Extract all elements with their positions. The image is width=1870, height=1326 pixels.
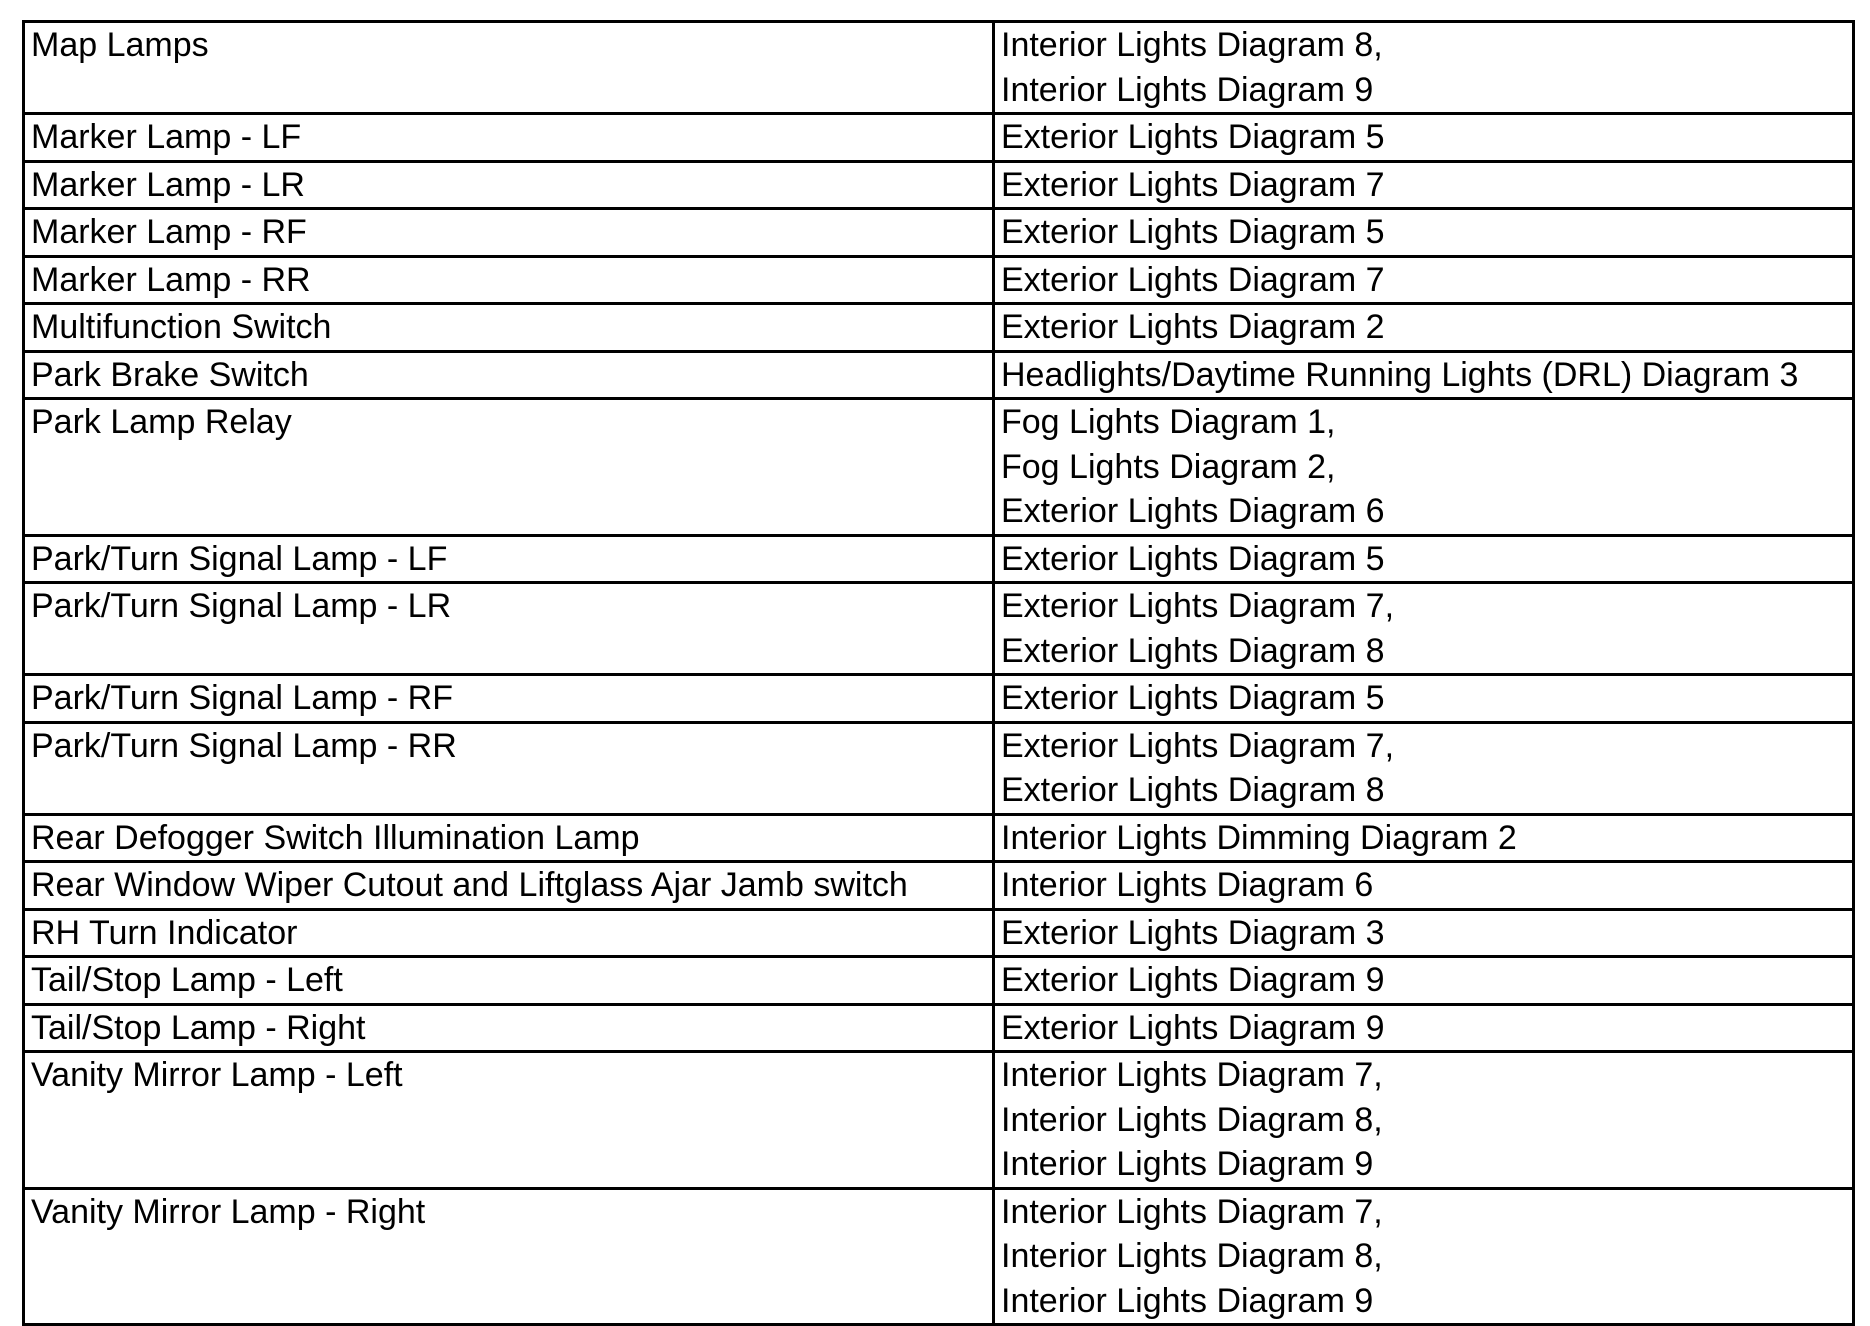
- component-name: Marker Lamp - RF: [31, 213, 307, 251]
- diagram-cell: [994, 583, 1854, 675]
- diagram-reference: Interior Lights Dimming Diagram 2: [1001, 818, 1517, 857]
- diagram-reference: Interior Lights Diagram 7,: [1001, 1056, 1383, 1094]
- table-row: [24, 304, 1854, 352]
- component-cell: [24, 1188, 994, 1325]
- component-name: Park/Turn Signal Lamp - RR: [31, 726, 457, 765]
- component-name: Park Brake Switch: [31, 355, 309, 394]
- diagram-reference: Exterior Lights Diagram 7: [1001, 165, 1385, 204]
- table-row: [24, 862, 1854, 910]
- component-name: Rear Window Wiper Cutout and Liftglass Ajar Jamb switch: [31, 866, 908, 904]
- component-cell: [24, 957, 994, 1005]
- diagram-reference: Interior Lights Diagram 6: [1001, 866, 1374, 904]
- diagram-reference: Exterior Lights Diagram 8: [1001, 631, 1385, 670]
- component-name: Park/Turn Signal Lamp - LF: [31, 539, 448, 578]
- component-cell: [24, 161, 994, 209]
- table-row: [24, 909, 1854, 957]
- component-cell: [24, 22, 994, 114]
- component-cell: [24, 1052, 994, 1189]
- diagram-cell: [994, 256, 1854, 304]
- diagram-cell: [994, 909, 1854, 957]
- diagram-cell: [994, 22, 1854, 114]
- diagram-cell: [994, 209, 1854, 257]
- table-row: [24, 814, 1854, 862]
- component-name: Vanity Mirror Lamp - Left: [31, 1056, 403, 1094]
- table-row: [24, 351, 1854, 399]
- diagram-reference: Interior Lights Diagram 9: [1001, 70, 1374, 109]
- diagram-reference: Interior Lights Diagram 9: [1001, 1281, 1374, 1320]
- component-cell: [24, 1004, 994, 1052]
- table-row: [24, 1188, 1854, 1325]
- component-cell: [24, 675, 994, 723]
- component-cell: [24, 209, 994, 257]
- component-name: Marker Lamp - LF: [31, 118, 302, 156]
- diagram-reference: Headlights/Daytime Running Lights (DRL) Diagram 3: [1001, 355, 1799, 394]
- component-name: Rear Defogger Switch Illumination Lamp: [31, 818, 640, 857]
- table-row: [24, 583, 1854, 675]
- component-cell: [24, 583, 994, 675]
- diagram-reference: Exterior Lights Diagram 5: [1001, 539, 1385, 578]
- diagram-reference: Interior Lights Diagram 8,: [1001, 1100, 1383, 1139]
- component-name: Vanity Mirror Lamp - Right: [31, 1192, 426, 1231]
- diagram-reference: Exterior Lights Diagram 9: [1001, 1008, 1385, 1047]
- table-row: [24, 675, 1854, 723]
- component-name: Tail/Stop Lamp - Right: [31, 1008, 366, 1047]
- diagram-cell: [994, 722, 1854, 814]
- component-cell: [24, 909, 994, 957]
- diagram-cell: [994, 814, 1854, 862]
- table-row: [24, 957, 1854, 1005]
- table-body: [24, 22, 1854, 1325]
- table-row: [24, 1052, 1854, 1189]
- diagram-reference: Exterior Lights Diagram 2: [1001, 308, 1385, 346]
- diagram-cell: [994, 535, 1854, 583]
- component-name: Tail/Stop Lamp - Left: [31, 961, 343, 999]
- component-name: Map Lamps: [31, 26, 209, 64]
- diagram-reference: Interior Lights Diagram 7,: [1001, 1192, 1383, 1231]
- table-row: [24, 535, 1854, 583]
- diagram-reference: Exterior Lights Diagram 8: [1001, 771, 1385, 809]
- component-name: RH Turn Indicator: [31, 913, 298, 952]
- diagram-cell: [994, 304, 1854, 352]
- diagram-reference: Exterior Lights Diagram 3: [1001, 913, 1385, 952]
- component-name: Park/Turn Signal Lamp - RF: [31, 679, 453, 717]
- diagram-cell: [994, 1004, 1854, 1052]
- diagram-cell: [994, 114, 1854, 162]
- diagram-cell: [994, 957, 1854, 1005]
- component-name: Park/Turn Signal Lamp - LR: [31, 587, 452, 625]
- component-name: Multifunction Switch: [31, 308, 332, 346]
- component-name: Marker Lamp - RR: [31, 260, 311, 299]
- diagram-reference: Exterior Lights Diagram 5: [1001, 679, 1385, 717]
- diagram-reference: Fog Lights Diagram 2,: [1001, 447, 1336, 486]
- component-cell: [24, 535, 994, 583]
- table-row: [24, 399, 1854, 536]
- table-row: [24, 22, 1854, 114]
- diagram-reference: Interior Lights Diagram 9: [1001, 1145, 1374, 1183]
- diagram-reference: Exterior Lights Diagram 7,: [1001, 726, 1395, 765]
- component-cell: [24, 114, 994, 162]
- diagram-cell: [994, 399, 1854, 536]
- diagram-reference: Exterior Lights Diagram 7,: [1001, 587, 1395, 625]
- component-cell: [24, 399, 994, 536]
- diagram-cell: [994, 161, 1854, 209]
- component-cell: [24, 722, 994, 814]
- diagram-cell: [994, 351, 1854, 399]
- diagram-reference: Exterior Lights Diagram 7: [1001, 260, 1385, 299]
- diagram-cell: [994, 675, 1854, 723]
- component-cell: [24, 304, 994, 352]
- table-row: [24, 114, 1854, 162]
- component-name: Marker Lamp - LR: [31, 165, 305, 204]
- diagram-reference: Exterior Lights Diagram 6: [1001, 492, 1385, 530]
- component-cell: [24, 814, 994, 862]
- diagram-cell: [994, 1052, 1854, 1189]
- table-row: [24, 209, 1854, 257]
- component-diagram-table: [22, 20, 1855, 1326]
- diagram-cell: [994, 1188, 1854, 1325]
- diagram-reference: Exterior Lights Diagram 5: [1001, 213, 1385, 251]
- component-cell: [24, 351, 994, 399]
- diagram-reference: Exterior Lights Diagram 5: [1001, 118, 1385, 156]
- table-row: [24, 1004, 1854, 1052]
- diagram-reference: Fog Lights Diagram 1,: [1001, 403, 1336, 441]
- component-name: Park Lamp Relay: [31, 403, 292, 441]
- component-cell: [24, 256, 994, 304]
- table-row: [24, 256, 1854, 304]
- diagram-reference: Exterior Lights Diagram 9: [1001, 961, 1385, 999]
- table-row: [24, 161, 1854, 209]
- diagram-cell: [994, 862, 1854, 910]
- component-cell: [24, 862, 994, 910]
- diagram-reference: Interior Lights Diagram 8,: [1001, 1237, 1383, 1275]
- diagram-reference: Interior Lights Diagram 8,: [1001, 26, 1383, 64]
- table-row: [24, 722, 1854, 814]
